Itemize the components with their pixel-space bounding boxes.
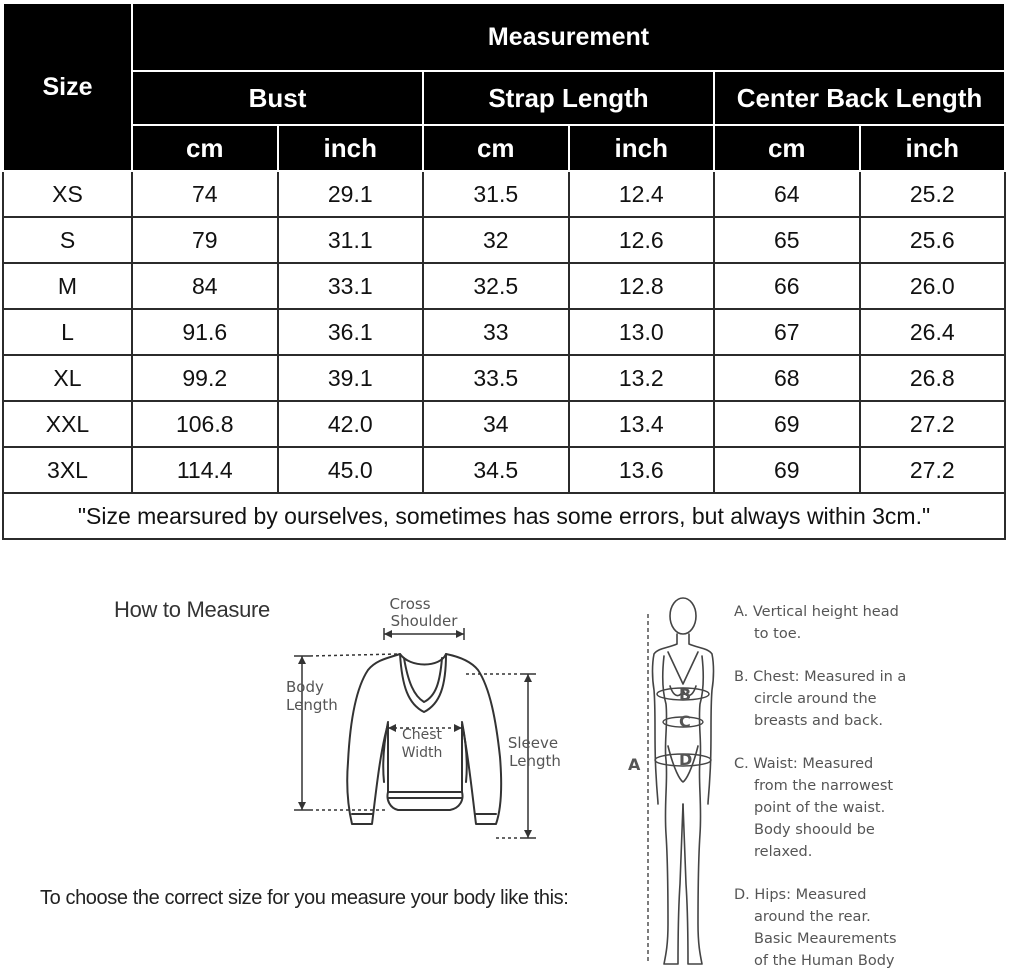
measurement-cell: 91.6 xyxy=(132,309,278,355)
measurement-cell: 33 xyxy=(423,309,569,355)
measurement-cell: 32 xyxy=(423,217,569,263)
measurement-cell: 12.6 xyxy=(569,217,715,263)
measurement-cell: 66 xyxy=(714,263,860,309)
table-row xyxy=(3,309,1005,355)
size-cell: M xyxy=(3,263,132,309)
size-cell: L xyxy=(3,309,132,355)
legend-line: around the rear. xyxy=(754,909,871,925)
legend-line: of the Human Body xyxy=(754,953,895,969)
measurement-note: "Size mearsured by ourselves, sometimes has some errors, but always within 3cm." xyxy=(3,493,1005,539)
table-row xyxy=(3,263,1005,309)
body-measurement-diagram xyxy=(624,594,734,974)
measurement-cell: 39.1 xyxy=(278,355,424,401)
measurement-cell: 68 xyxy=(714,355,860,401)
measurement-cell: 36.1 xyxy=(278,309,424,355)
legend-line: from the narrowest xyxy=(754,778,894,794)
legend-line: A. Vertical height head xyxy=(734,604,899,620)
legend-line: B. Chest: Measured in a xyxy=(734,669,907,685)
measurement-cell: 67 xyxy=(714,309,860,355)
legend-item-waist xyxy=(734,753,893,863)
measurement-cell: 27.2 xyxy=(860,401,1006,447)
body-marker-c: C xyxy=(679,712,691,731)
unit-header: cm xyxy=(423,125,569,171)
table-row xyxy=(3,447,1005,493)
size-cell: XL xyxy=(3,355,132,401)
measurement-cell: 65 xyxy=(714,217,860,263)
sweater-measurement-diagram xyxy=(280,592,570,852)
center-back-length-header: Center Back Length xyxy=(714,71,1005,125)
table-row xyxy=(3,171,1005,217)
measurement-cell: 13.0 xyxy=(569,309,715,355)
size-cell: S xyxy=(3,217,132,263)
measurement-cell: 34.5 xyxy=(423,447,569,493)
body-length-label: Body xyxy=(286,678,324,696)
table-row xyxy=(3,355,1005,401)
legend-item-height xyxy=(734,601,899,645)
measurement-cell: 84 xyxy=(132,263,278,309)
measurement-cell: 31.1 xyxy=(278,217,424,263)
measurement-cell: 13.2 xyxy=(569,355,715,401)
size-cell: XS xyxy=(3,171,132,217)
unit-header: cm xyxy=(714,125,860,171)
measurement-cell: 25.6 xyxy=(860,217,1006,263)
legend-line: D. Hips: Measured xyxy=(734,887,867,903)
table-row xyxy=(3,217,1005,263)
legend-line: Body shoould be xyxy=(754,822,875,838)
how-to-measure-title: How to Measure xyxy=(114,597,270,622)
legend-line: C. Waist: Measured xyxy=(734,756,874,772)
chest-width-label: Width xyxy=(401,745,443,761)
measurement-cell: 99.2 xyxy=(132,355,278,401)
unit-header: inch xyxy=(278,125,424,171)
chest-width-label: Chest xyxy=(401,727,443,743)
sleeve-length-label: Length xyxy=(509,752,561,770)
body-marker-b: B xyxy=(679,685,692,704)
legend-item-hips xyxy=(734,884,897,972)
legend-line: relaxed. xyxy=(754,844,813,860)
cross-shoulder-label: Shoulder xyxy=(390,612,458,630)
body-length-label: Length xyxy=(286,696,338,714)
measurement-cell: 31.5 xyxy=(423,171,569,217)
legend-item-chest xyxy=(734,666,906,732)
unit-header: cm xyxy=(132,125,278,171)
measurement-cell: 33.5 xyxy=(423,355,569,401)
body-marker-a: A xyxy=(628,755,641,774)
body-marker-d: D xyxy=(679,750,693,769)
measurement-cell: 45.0 xyxy=(278,447,424,493)
body-figure-outline xyxy=(653,598,714,964)
measurement-cell: 13.6 xyxy=(569,447,715,493)
measurement-cell: 27.2 xyxy=(860,447,1006,493)
size-chart-table xyxy=(2,2,1006,540)
table-row xyxy=(3,401,1005,447)
measurement-cell: 114.4 xyxy=(132,447,278,493)
cross-shoulder-label: Cross xyxy=(389,595,431,613)
measurement-cell: 12.4 xyxy=(569,171,715,217)
measurement-cell: 26.8 xyxy=(860,355,1006,401)
strap-length-header: Strap Length xyxy=(423,71,714,125)
measurement-cell: 69 xyxy=(714,447,860,493)
measurement-cell: 25.2 xyxy=(860,171,1006,217)
measurement-cell: 33.1 xyxy=(278,263,424,309)
legend-line: circle around the xyxy=(754,691,877,707)
measurement-cell: 64 xyxy=(714,171,860,217)
size-cell: XXL xyxy=(3,401,132,447)
size-cell: 3XL xyxy=(3,447,132,493)
measurement-cell: 26.4 xyxy=(860,309,1006,355)
measurement-cell: 74 xyxy=(132,171,278,217)
measurement-cell: 42.0 xyxy=(278,401,424,447)
choose-size-instruction: To choose the correct size for you measure your body like this: xyxy=(40,887,569,909)
bust-header: Bust xyxy=(132,71,423,125)
measurement-cell: 12.8 xyxy=(569,263,715,309)
measurement-cell: 13.4 xyxy=(569,401,715,447)
unit-header: inch xyxy=(860,125,1006,171)
measurement-cell: 29.1 xyxy=(278,171,424,217)
measurement-cell: 26.0 xyxy=(860,263,1006,309)
measurement-cell: 34 xyxy=(423,401,569,447)
legend-line: breasts and back. xyxy=(754,713,884,729)
size-column-header: Size xyxy=(3,3,132,171)
unit-header: inch xyxy=(569,125,715,171)
measurement-cell: 106.8 xyxy=(132,401,278,447)
measurement-header: Measurement xyxy=(132,3,1005,71)
measurement-cell: 69 xyxy=(714,401,860,447)
measurement-cell: 32.5 xyxy=(423,263,569,309)
legend-line: to toe. xyxy=(754,626,802,642)
measurement-cell: 79 xyxy=(132,217,278,263)
legend-line: point of the waist. xyxy=(754,800,886,816)
sleeve-length-label: Sleeve xyxy=(507,734,559,752)
size-rows xyxy=(3,171,1005,493)
legend-line: Basic Meaurements xyxy=(754,931,897,947)
